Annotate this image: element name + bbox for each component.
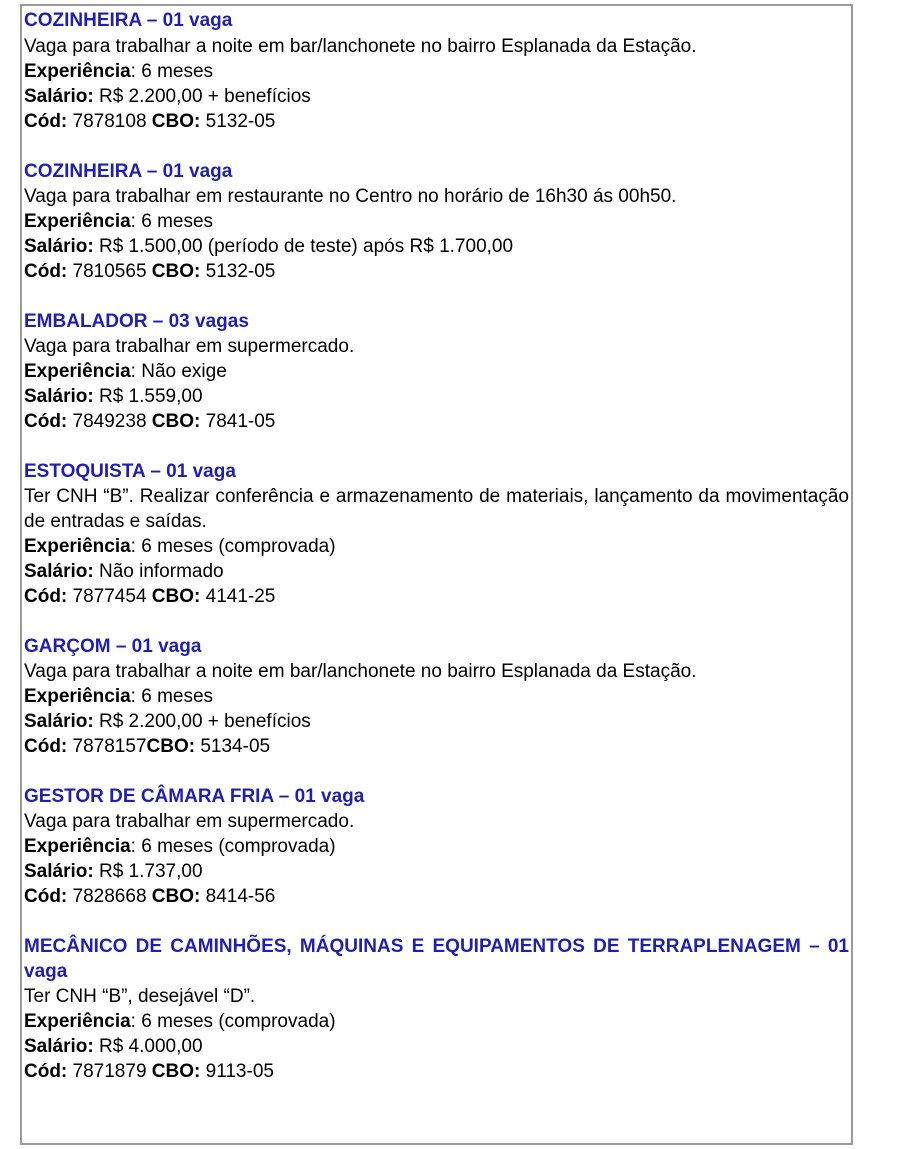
code-label: Cód:	[24, 1061, 68, 1082]
experience-value: : 6 meses	[130, 211, 214, 232]
cbo-value: 5132-05	[200, 261, 276, 282]
job-title: ESTOQUISTA – 01 vaga	[24, 461, 236, 482]
code-value: 7828668	[67, 886, 152, 907]
cbo-label: CBO:	[146, 736, 196, 757]
experience-line	[24, 209, 849, 234]
code-value: 7810565	[67, 261, 152, 282]
code-label: Cód:	[24, 411, 68, 432]
experience-line	[24, 684, 849, 709]
cbo-value: 5132-05	[200, 111, 276, 132]
cbo-value: 7841-05	[200, 411, 276, 432]
job-description: Ter CNH “B”. Realizar conferência e armazenamento de materiais, lançamento da movimentação de entradas e saídas.	[24, 486, 849, 532]
experience-label: Experiência	[24, 1011, 131, 1032]
experience-value: : 6 meses (comprovada)	[130, 536, 336, 557]
salary-value: R$ 2.200,00 + benefícios	[93, 711, 311, 732]
salary-label: Salário:	[24, 386, 94, 407]
job-listing	[24, 309, 849, 434]
code-label: Cód:	[24, 586, 68, 607]
code-value: 7877454	[67, 586, 152, 607]
code-line	[24, 584, 849, 609]
job-listing	[24, 459, 849, 609]
job-description: Vaga para trabalhar a noite em bar/lanchonete no bairro Esplanada da Estação.	[24, 36, 697, 57]
salary-line	[24, 384, 849, 409]
experience-value: : 6 meses (comprovada)	[130, 836, 336, 857]
job-listing	[24, 634, 849, 759]
experience-line	[24, 1009, 849, 1034]
experience-label: Experiência	[24, 61, 131, 82]
salary-line	[24, 859, 849, 884]
cbo-label: CBO:	[151, 111, 201, 132]
code-value: 7878108	[67, 111, 152, 132]
experience-label: Experiência	[24, 361, 131, 382]
code-line	[24, 1059, 849, 1084]
salary-label: Salário:	[24, 711, 94, 732]
salary-value: R$ 1.559,00	[93, 386, 203, 407]
job-description: Vaga para trabalhar em restaurante no Centro no horário de 16h30 ás 00h50.	[24, 186, 677, 207]
job-listing	[24, 784, 849, 909]
salary-label: Salário:	[24, 86, 94, 107]
experience-line	[24, 834, 849, 859]
cbo-value: 4141-25	[200, 586, 276, 607]
code-line	[24, 884, 849, 909]
salary-value: R$ 1.737,00	[93, 861, 203, 882]
code-line	[24, 734, 849, 759]
experience-line	[24, 534, 849, 559]
code-line	[24, 409, 849, 434]
cbo-label: CBO:	[151, 1061, 201, 1082]
job-listings-panel	[20, 4, 853, 1145]
salary-line	[24, 84, 849, 109]
job-description: Vaga para trabalhar em supermercado.	[24, 811, 355, 832]
salary-value: Não informado	[93, 561, 224, 582]
job-description: Ter CNH “B”, desejável “D”.	[24, 986, 256, 1007]
code-value: 7849238	[67, 411, 152, 432]
job-listing	[24, 159, 849, 284]
code-line	[24, 109, 849, 134]
salary-value: R$ 4.000,00	[93, 1036, 203, 1057]
experience-value: : 6 meses (comprovada)	[130, 1011, 336, 1032]
cbo-label: CBO:	[151, 261, 201, 282]
job-title: COZINHEIRA – 01 vaga	[24, 161, 233, 182]
experience-line	[24, 59, 849, 84]
salary-line	[24, 234, 849, 259]
code-label: Cód:	[24, 736, 68, 757]
job-title: COZINHEIRA – 01 vaga	[24, 10, 233, 31]
experience-line	[24, 359, 849, 384]
salary-line	[24, 1034, 849, 1059]
job-description: Vaga para trabalhar a noite em bar/lanchonete no bairro Esplanada da Estação.	[24, 661, 697, 682]
salary-label: Salário:	[24, 561, 94, 582]
experience-value: : 6 meses	[130, 61, 214, 82]
salary-value: R$ 2.200,00 + benefícios	[93, 86, 311, 107]
code-line	[24, 259, 849, 284]
code-label: Cód:	[24, 886, 68, 907]
job-title: MECÂNICO DE CAMINHÕES, MÁQUINAS E EQUIPAMENTOS DE TERRAPLENAGEM – 01 vaga	[24, 936, 849, 982]
code-label: Cód:	[24, 111, 68, 132]
job-title: EMBALADOR – 03 vagas	[24, 311, 249, 332]
experience-label: Experiência	[24, 836, 131, 857]
salary-line	[24, 709, 849, 734]
job-title: GARÇOM – 01 vaga	[24, 636, 202, 657]
job-title: GESTOR DE CÂMARA FRIA – 01 vaga	[24, 786, 365, 807]
code-label: Cód:	[24, 261, 68, 282]
code-value: 7871879	[67, 1061, 152, 1082]
salary-label: Salário:	[24, 1036, 94, 1057]
cbo-label: CBO:	[151, 586, 201, 607]
cbo-label: CBO:	[151, 411, 201, 432]
experience-label: Experiência	[24, 211, 131, 232]
salary-value: R$ 1.500,00 (período de teste) após R$ 1.700,00	[93, 236, 514, 257]
experience-value: : Não exige	[130, 361, 227, 382]
job-description: Vaga para trabalhar em supermercado.	[24, 336, 355, 357]
cbo-value: 8414-56	[200, 886, 276, 907]
cbo-value: 9113-05	[200, 1061, 274, 1082]
experience-value: : 6 meses	[130, 686, 214, 707]
cbo-value: 5134-05	[195, 736, 271, 757]
salary-label: Salário:	[24, 236, 94, 257]
salary-label: Salário:	[24, 861, 94, 882]
code-value: 7878157	[67, 736, 147, 757]
salary-line	[24, 559, 849, 584]
job-listing	[24, 934, 849, 1084]
experience-label: Experiência	[24, 536, 131, 557]
cbo-label: CBO:	[151, 886, 201, 907]
job-listing	[24, 8, 849, 134]
experience-label: Experiência	[24, 686, 131, 707]
